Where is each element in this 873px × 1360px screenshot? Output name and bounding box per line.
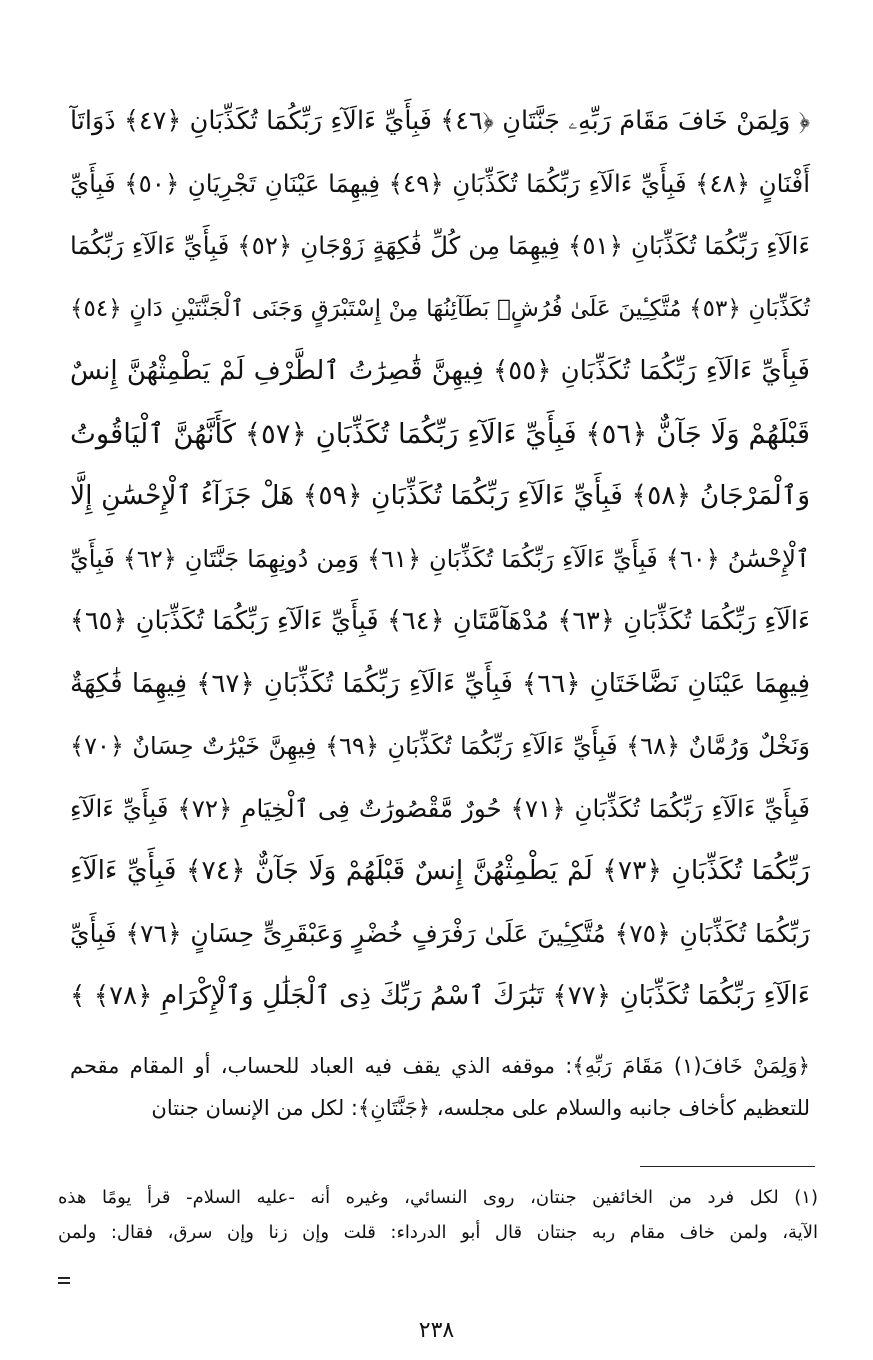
- quran-line: فَبِأَيِّ ءَالَآءِ رَبِّكُمَا تُكَذِّبَانِ ﴿٥٥﴾ فِيهِنَّ قَٰصِرَٰتُ ٱلطَّرْفِ لَمْ يَطْمِثْهُنَّ إِنسٌ: [70, 356, 810, 386]
- quran-line: أَفْنَانٍ ﴿٤٨﴾ فَبِأَيِّ ءَالَآءِ رَبِّكُمَا تُكَذِّبَانِ ﴿٤٩﴾ فِيهِمَا عَيْنَانِ تَجْرِيَانِ ﴿٥٠﴾ فَبِأَيِّ: [70, 168, 810, 198]
- quran-line: ءَالَآءِ رَبِّكُمَا تُكَذِّبَانِ ﴿٧٧﴾ تَبَٰرَكَ ٱسْمُ رَبِّكَ ذِى ٱلْجَلَٰلِ وَٱلْإِكْرَامِ ﴿٧٨﴾ ﴾: [70, 981, 810, 1011]
- commentary-line: ﴿وَلِمَنْ خَافَ(١) مَقَامَ رَبِّهِ﴾: موقفه الذي يقف فيه العباد للحساب، أو المقام مقحم: [70, 1054, 810, 1078]
- commentary-block: [70, 1045, 810, 1129]
- quran-text-block: [70, 90, 810, 1028]
- quran-line: فَبِأَيِّ ءَالَآءِ رَبِّكُمَا تُكَذِّبَانِ ﴿٧١﴾ حُورٌ مَّقْصُورَٰتٌ فِى ٱلْخِيَامِ ﴿٧٢﴾ فَبِأَيِّ ءَالَآءِ: [70, 793, 811, 823]
- footnote-block: [58, 1180, 818, 1250]
- continuation-mark: [58, 1276, 72, 1284]
- footnote-line: (١) لكل فرد من الخائفين جنتان، روى النسائي، وغيره أنه -عليه السلام- قرأ يومًا هذه: [58, 1187, 818, 1208]
- quran-line: وَنَخْلٌ وَرُمَّانٌ ﴿٦٨﴾ فَبِأَيِّ ءَالَآءِ رَبِّكُمَا تُكَذِّبَانِ ﴿٦٩﴾ فِيهِنَّ خَيْرَٰتٌ حِسَانٌ ﴿٧٠﴾: [70, 732, 810, 760]
- quran-line: قَبْلَهُمْ وَلَا جَآنٌّ ﴿٥٦﴾ فَبِأَيِّ ءَالَآءِ رَبِّكُمَا تُكَذِّبَانِ ﴿٥٧﴾ كَأَنَّهُنَّ ٱلْيَاقُوتُ: [70, 417, 811, 450]
- footnote-separator: [640, 1166, 815, 1167]
- quran-line: رَبِّكُمَا تُكَذِّبَانِ ﴿٧٣﴾ لَمْ يَطْمِثْهُنَّ إِنسٌ قَبْلَهُمْ وَلَا جَآنٌّ ﴿٧٤﴾ فَبِأَيِّ ءَالَآءِ: [70, 855, 810, 886]
- quran-line: فِيهِمَا عَيْنَانِ نَضَّاخَتَانِ ﴿٦٦﴾ فَبِأَيِّ ءَالَآءِ رَبِّكُمَا تُكَذِّبَانِ ﴿٦٧﴾ فِيهِمَا فَٰكِهَةٌ: [70, 668, 810, 699]
- page-number: ٢٣٨: [418, 1318, 455, 1343]
- quran-line: وَٱلْمَرْجَانُ ﴿٥٨﴾ فَبِأَيِّ ءَالَآءِ رَبِّكُمَا تُكَذِّبَانِ ﴿٥٩﴾ هَلْ جَزَآءُ ٱلْإِحْسَٰنِ إِلَّا: [70, 480, 810, 511]
- commentary-line: للتعظيم كأخاف جانبه والسلام على مجلسه، ﴿جَنَّتَانِ﴾: لكل من الإنسان جنتان: [151, 1096, 810, 1120]
- quran-line: ءَالَآءِ رَبِّكُمَا تُكَذِّبَانِ ﴿٥١﴾ فِيهِمَا مِن كُلِّ فَٰكِهَةٍ زَوْجَانِ ﴿٥٢﴾ فَبِأَيِّ ءَالَآءِ رَبِّكُمَا: [70, 231, 810, 260]
- quran-line: ٱلْإِحْسَٰنُ ﴿٦٠﴾ فَبِأَيِّ ءَالَآءِ رَبِّكُمَا تُكَذِّبَانِ ﴿٦١﴾ وَمِن دُونِهِمَا جَنَّتَانِ ﴿٦٢﴾ فَبِأَيِّ: [70, 544, 810, 573]
- quran-line: ﴿ وَلِمَنْ خَافَ مَقَامَ رَبِّهِۦ جَنَّتَانِ ﴿٤٦﴾ فَبِأَيِّ ءَالَآءِ رَبِّكُمَا تُكَذِّبَانِ ﴿٤٧﴾ ذَوَاتَآ: [70, 106, 810, 136]
- footnote-line: الآية، ولمن خاف مقام ربه جنتان قال أبو الدرداء: قلت وإن زنا وإن سرق، فقال: ولمن: [58, 1222, 818, 1243]
- quran-line: تُكَذِّبَانِ ﴿٥٣﴾ مُتَّكِـِٔينَ عَلَىٰ فُرُشٍۭ بَطَآئِنُهَا مِنْ إِسْتَبْرَقٍ وَجَنَى ٱلْجَنَّتَيْنِ دَانٍ ﴿٥٤﴾: [70, 295, 810, 322]
- quran-line: رَبِّكُمَا تُكَذِّبَانِ ﴿٧٥﴾ مُتَّكِـِٔينَ عَلَىٰ رَفْرَفٍ خُضْرٍ وَعَبْقَرِىٍّ حِسَانٍ ﴿٧٦﴾ فَبِأَيِّ: [70, 918, 810, 948]
- quran-line: ءَالَآءِ رَبِّكُمَا تُكَذِّبَانِ ﴿٦٣﴾ مُدْهَآمَّتَانِ ﴿٦٤﴾ فَبِأَيِّ ءَالَآءِ رَبِّكُمَا تُكَذِّبَانِ ﴿٦٥﴾: [70, 606, 810, 636]
